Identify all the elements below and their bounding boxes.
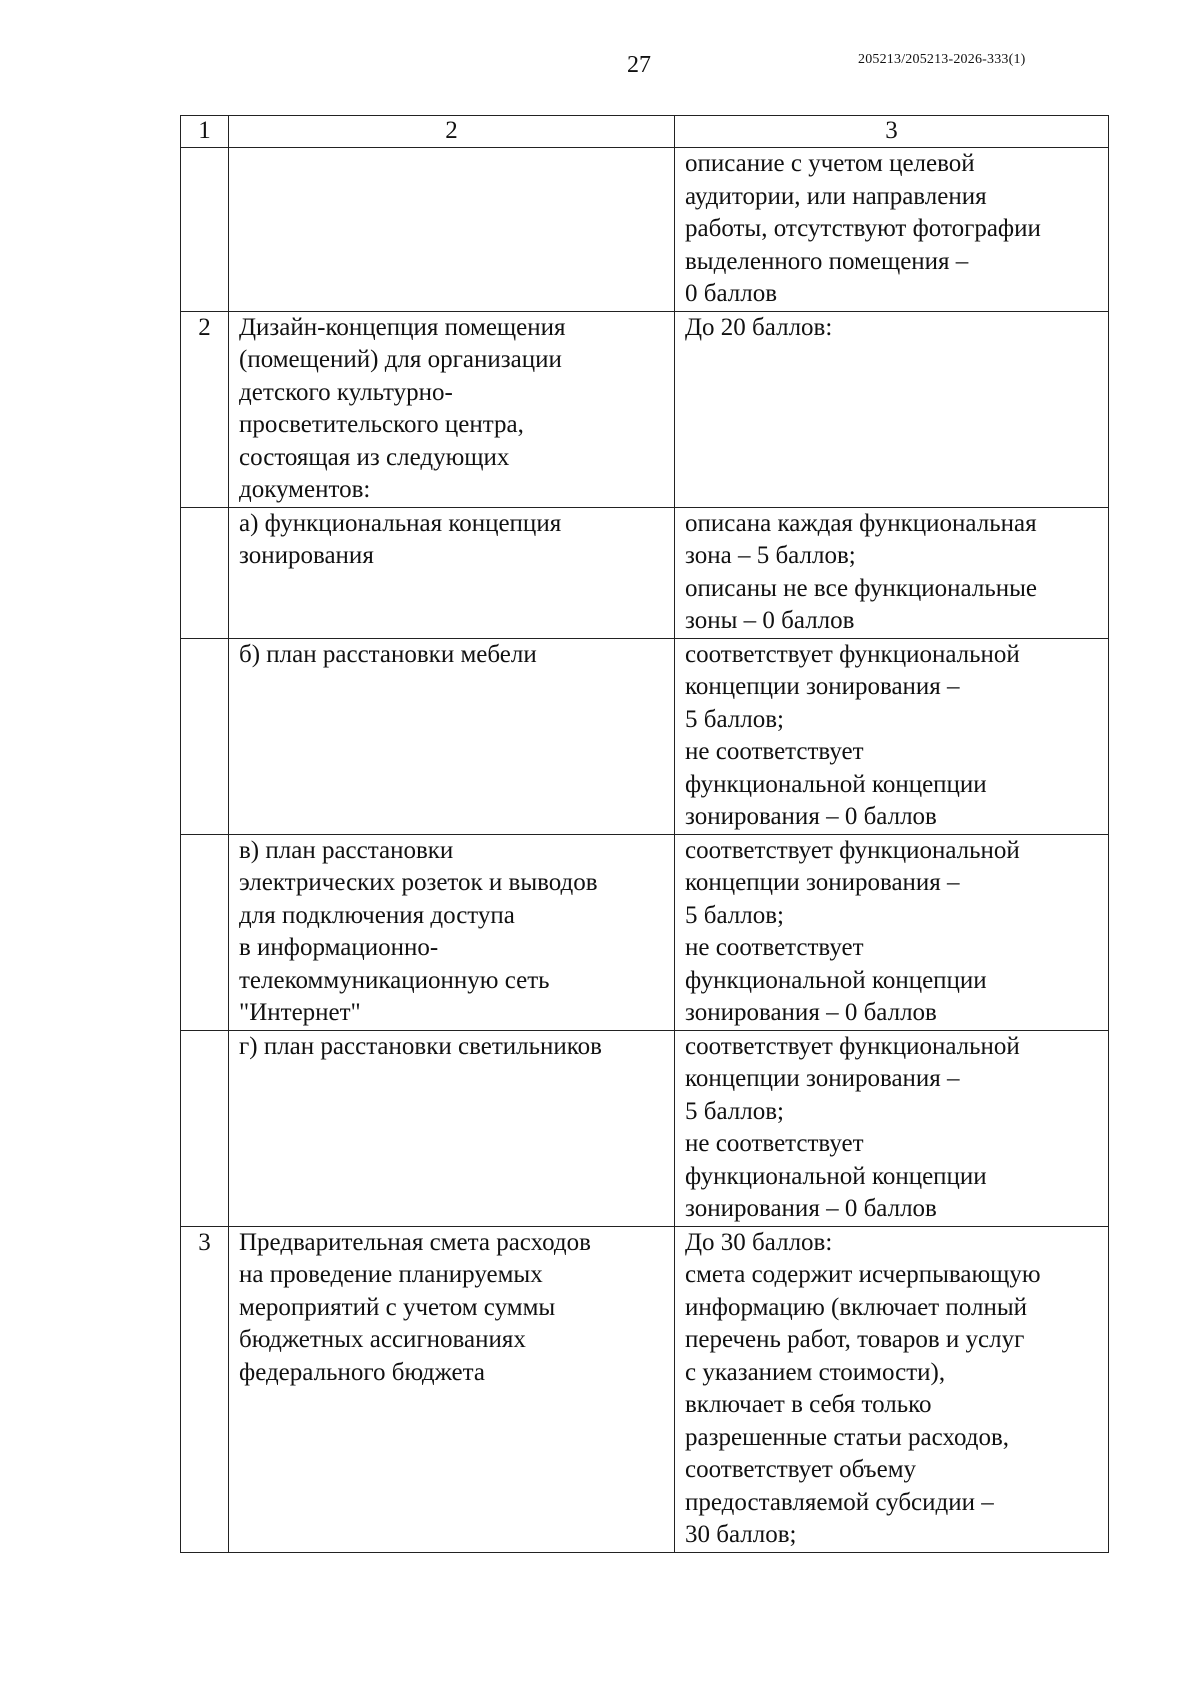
criterion-cell: Предварительная смета расходов на проведение планируемых мероприятий с учетом суммы бюджетных ассигнованиях федерального бюджета — [229, 1226, 675, 1552]
criterion-cell: а) функциональная концепция зонирования — [229, 507, 675, 638]
criterion-cell: б) план расстановки мебели — [229, 638, 675, 834]
row-number: 3 — [181, 1226, 229, 1552]
row-number — [181, 638, 229, 834]
criterion-cell: г) план расстановки светильников — [229, 1030, 675, 1226]
table-row — [181, 1226, 1109, 1552]
criterion-cell: Дизайн-концепция помещения (помещений) для организации детского культурно- просветительского центра, состоящая из следующих документов: — [229, 311, 675, 507]
score-cell: соответствует функциональной концепции зонирования – 5 баллов; не соответствует функциональной концепции зонирования – 0 баллов — [675, 834, 1109, 1030]
table-row — [181, 148, 1109, 312]
column-header-criterion: 2 — [229, 116, 675, 148]
table-row — [181, 311, 1109, 507]
criterion-cell: в) план расстановки электрических розеток и выводов для подключения доступа в информационно- телекоммуникационную сеть "Интернет" — [229, 834, 675, 1030]
row-number — [181, 1030, 229, 1226]
column-header-score: 3 — [675, 116, 1109, 148]
score-cell: соответствует функциональной концепции зонирования – 5 баллов; не соответствует функциональной концепции зонирования – 0 баллов — [675, 1030, 1109, 1226]
criteria-table — [180, 115, 1109, 1553]
row-number — [181, 834, 229, 1030]
row-number — [181, 507, 229, 638]
score-cell: описание с учетом целевой аудитории, или направления работы, отсутствуют фотографии выделенного помещения – 0 баллов — [675, 148, 1109, 312]
document-code: 205213/205213-2026-333(1) — [858, 52, 1026, 67]
row-number: 2 — [181, 311, 229, 507]
score-cell: описана каждая функциональная зона – 5 баллов; описаны не все функциональные зоны – 0 баллов — [675, 507, 1109, 638]
score-cell: До 30 баллов: смета содержит исчерпывающую информацию (включает полный перечень работ, товаров и услуг с указанием стоимости), включает в себя только разрешенные статьи расходов, соответствует объему предоставляемой субсидии – 30 баллов; — [675, 1226, 1109, 1552]
table-row — [181, 638, 1109, 834]
table-row — [181, 834, 1109, 1030]
score-cell: соответствует функциональной концепции зонирования – 5 баллов; не соответствует функциональной концепции зонирования – 0 баллов — [675, 638, 1109, 834]
table-row — [181, 1030, 1109, 1226]
table-row — [181, 507, 1109, 638]
column-header-number: 1 — [181, 116, 229, 148]
page-number: 27 — [627, 52, 651, 78]
row-number — [181, 148, 229, 312]
table-header-row — [181, 116, 1109, 148]
score-cell: До 20 баллов: — [675, 311, 1109, 507]
criterion-cell — [229, 148, 675, 312]
